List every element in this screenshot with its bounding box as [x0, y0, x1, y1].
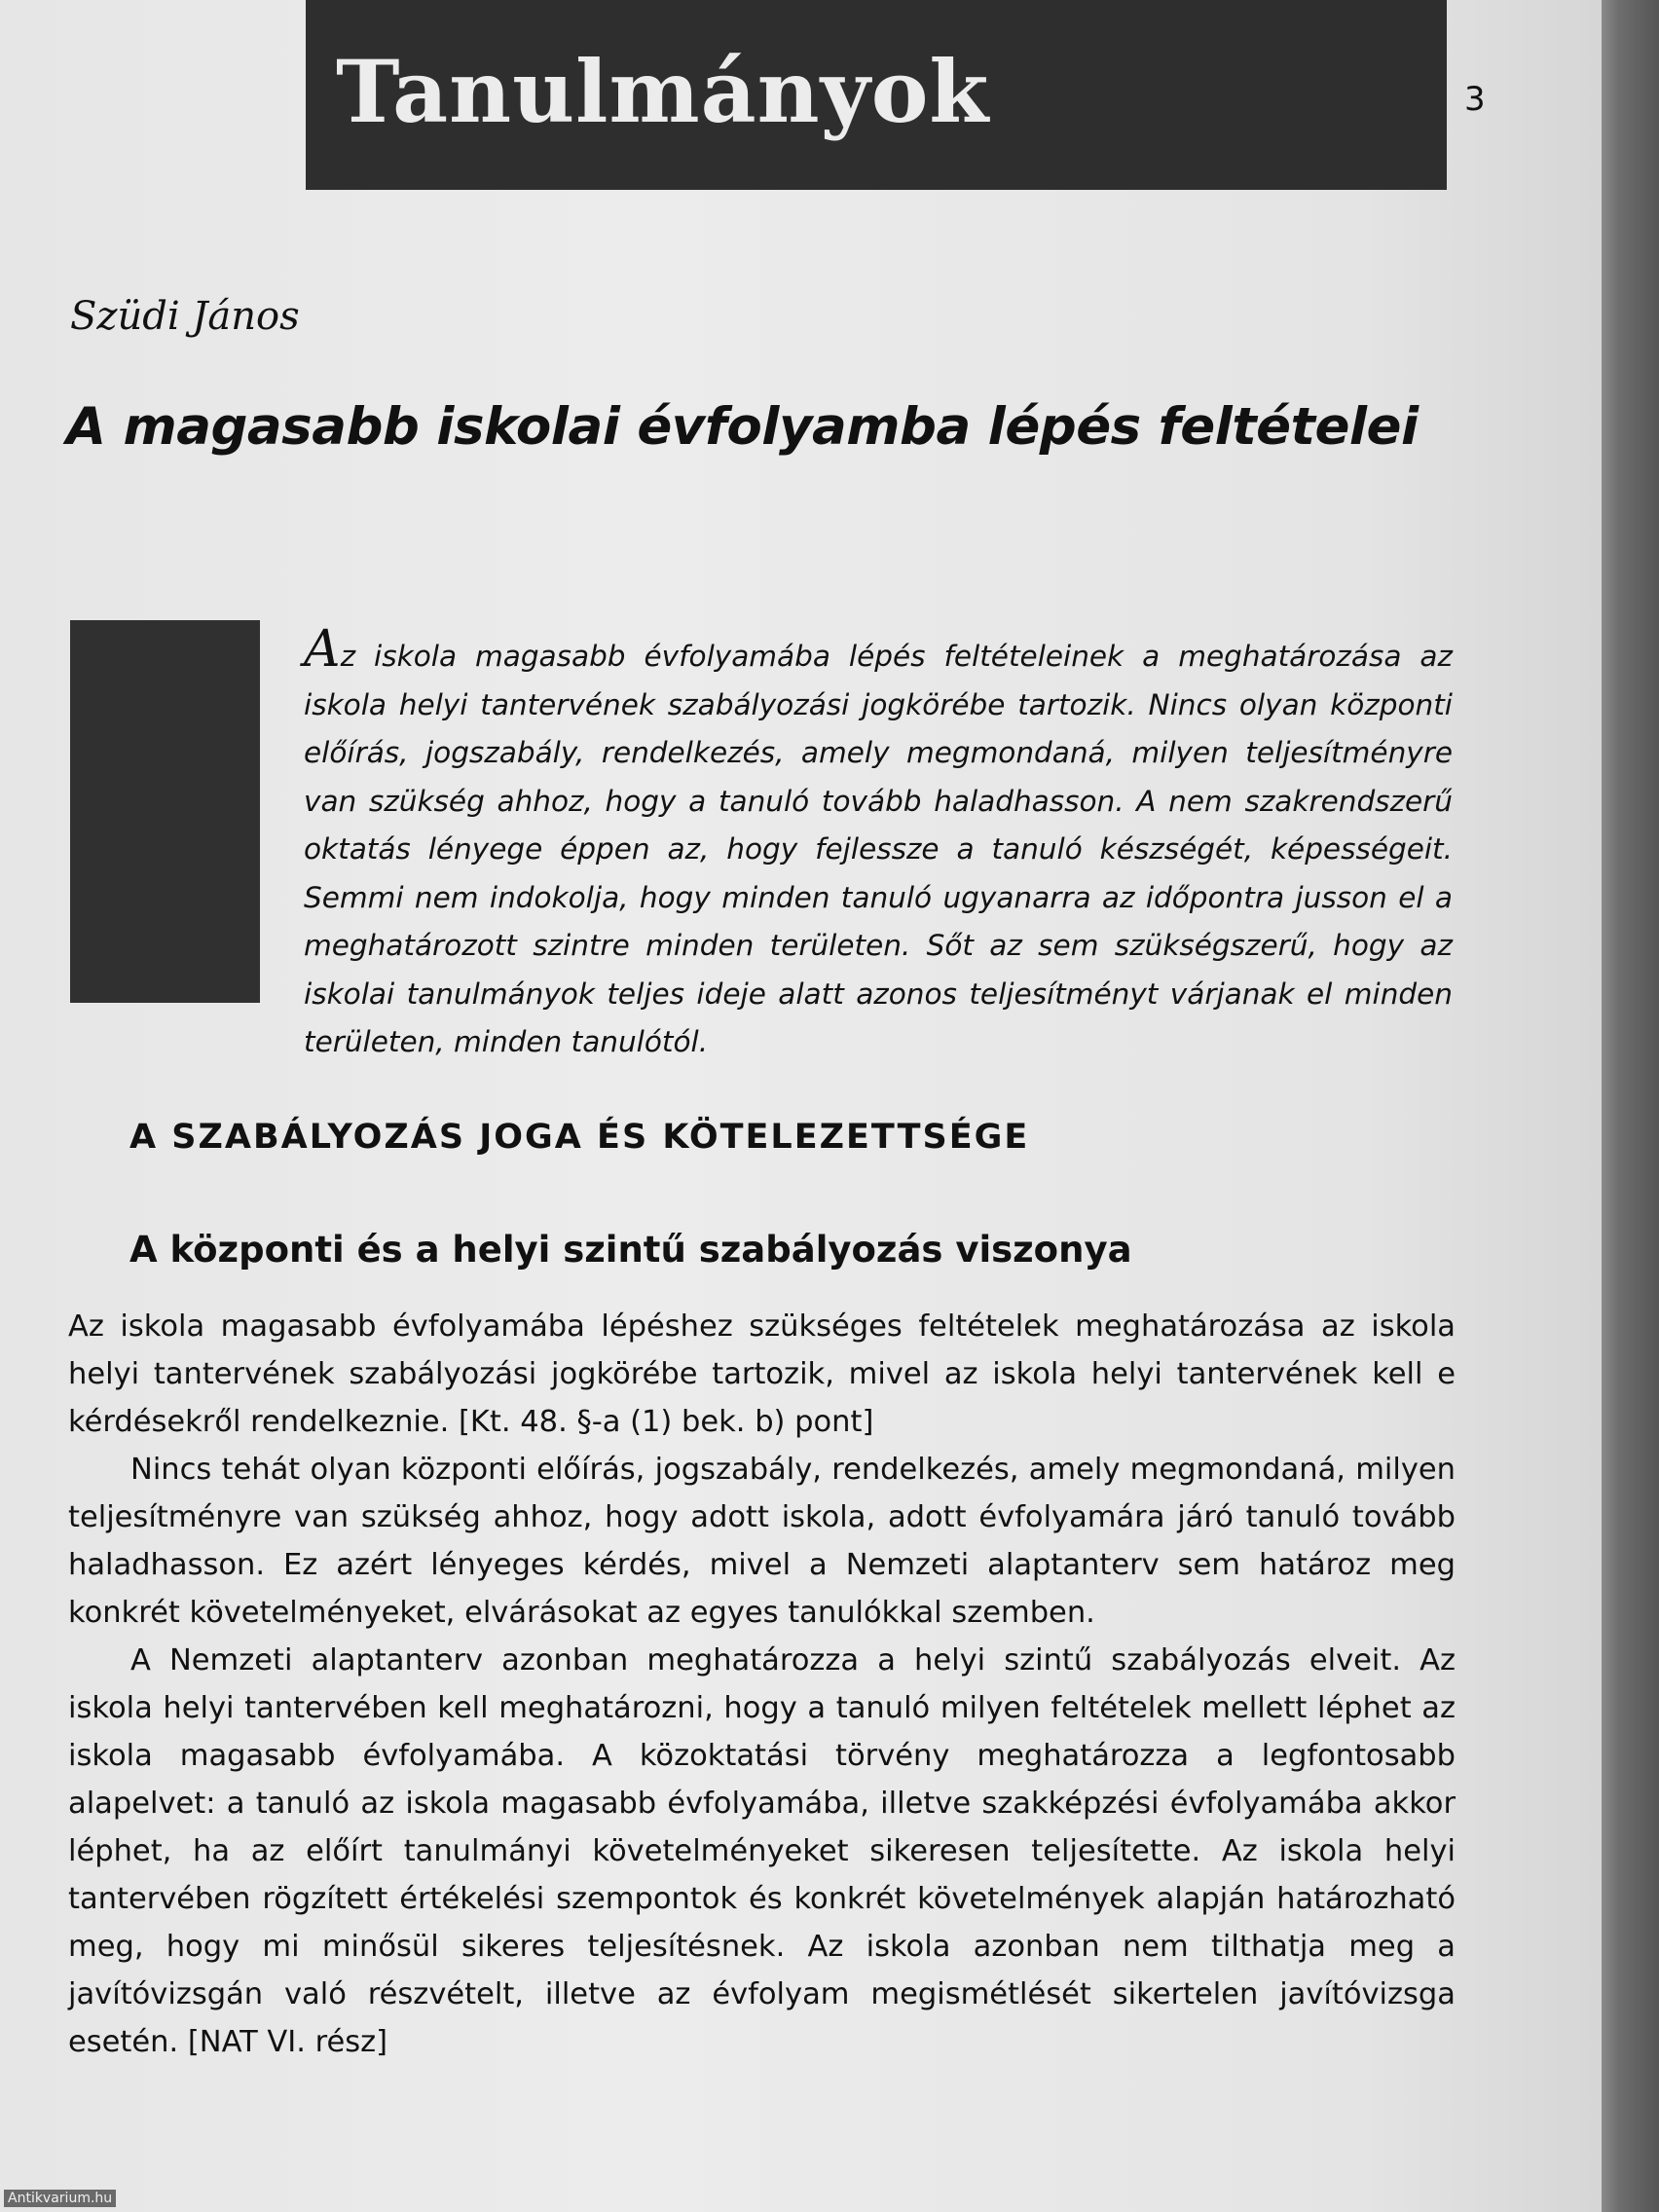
- dropcap: A: [304, 620, 341, 679]
- body-paragraph: Az iskola magasabb évfolyamába lépéshez szükséges feltételek meghatározása az iskola helyi tantervének szabályozási jogkörébe tartozik, mivel az iskola helyi tantervének kell e kérdésekről rendelkeznie. [Kt. 48. §-a (1) bek. b) pont]: [68, 1309, 1456, 1439]
- watermark: Antikvarium.hu: [4, 2190, 116, 2207]
- subsection-heading: A központi és a helyi szintű szabályozás viszonya: [129, 1229, 1132, 1271]
- body-text: [68, 1303, 1456, 2066]
- body-paragraph: A Nemzeti alaptanterv azonban meghatározza a helyi szintű szabályozás elveit. Az iskola helyi tantervében kell meghatározni, hogy a tanuló milyen feltételek mellett léphet az iskola magasabb évfolyamába. A közoktatási törvény meghatározza a legfontosabb alapelvet: a tanuló az iskola magasabb évfolyamába, illetve szakképzési évfolyamába akkor léphet, ha az előírt tanulmányi követelményeket sikeresen teljesítette. Az iskola helyi tantervében rögzített értékelési szempontok és konkrét követelmények alapján határozható meg, hogy mi minősül sikeres teljesítésnek. Az iskola azonban nem tilthatja meg a javítóvizsgán való részvételt, illetve az évfolyam megismétlését sikertelen javítóvizsga esetén. [NAT VI. rész]: [68, 1643, 1456, 2059]
- lead-text: z iskola magasabb évfolyamába lépés feltételeinek a meghatározása az iskola helyi tantervének szabályozási jogkörébe tartozik. Nincs olyan központi előírás, jogszabály, rendelkezés, amely megmondaná, milyen teljesítményre van szükség ahhoz, hogy a tanuló tovább haladhasson. A nem szakrendszerű oktatás lényege éppen az, hogy fejlessze a tanuló készségét, képességeit. Semmi nem indokolja, hogy minden tanuló ugyanarra az időpontra jusson el a meghatározott szintre minden területen. Sőt az sem szükségszerű, hogy az iskolai tanulmányok teljes ideje alatt azonos teljesítményt várjanak el minden területen, minden tanulótól.: [304, 640, 1453, 1058]
- page-edge-shadow: [1602, 0, 1659, 2212]
- article-title: A magasabb iskolai évfolyamba lépés feltételei: [66, 397, 1419, 457]
- page-number: 3: [1464, 80, 1486, 119]
- lead-decorative-block: [70, 620, 260, 1003]
- section-heading: A SZABÁLYOZÁS JOGA ÉS KÖTELEZETTSÉGE: [129, 1118, 1030, 1157]
- lead-paragraph: [304, 620, 1453, 1067]
- author-name: Szüdi János: [70, 294, 300, 339]
- body-paragraph: Nincs tehát olyan központi előírás, jogszabály, rendelkezés, amely megmondaná, milyen teljesítményre van szükség ahhoz, hogy adott iskola, adott évfolyamára járó tanuló tovább haladhasson. Ez azért lényeges kérdés, mivel a Nemzeti alaptanterv sem határoz meg konkrét követelményeket, elvárásokat az egyes tanulókkal szemben.: [68, 1453, 1456, 1630]
- section-title: Tanulmányok: [336, 41, 990, 142]
